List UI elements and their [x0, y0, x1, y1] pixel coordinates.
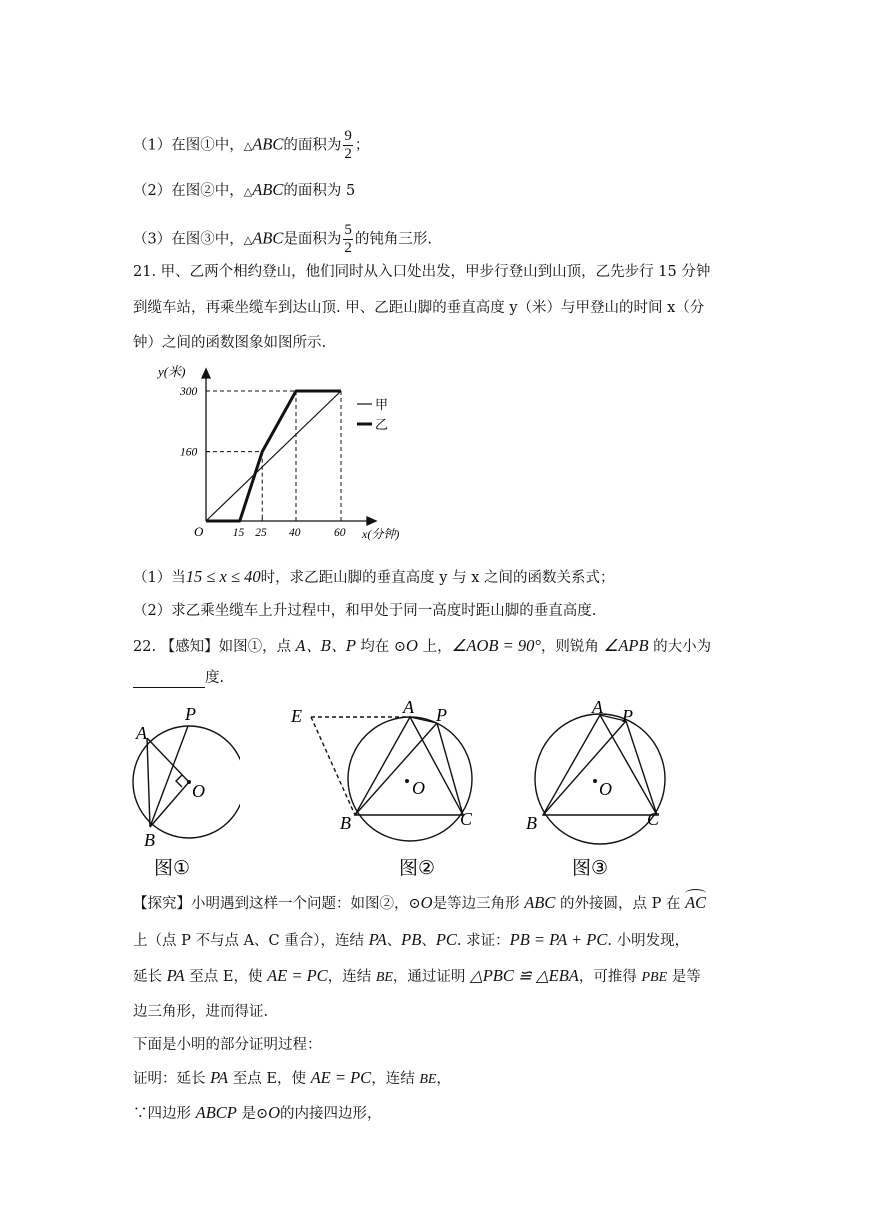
- fig2-dashed-eb: [311, 717, 355, 815]
- x-axis-arrow: [367, 517, 376, 525]
- q22-perceive-line1: 22. 【感知】如图①，点 A、B、P 均在 ⊙O 上，∠AOB = 90°，则锐角 ∠APB 的大小为: [133, 636, 712, 655]
- q22-explore-line2: 上（点 P 不与点 A、C 重合），连结 PA、PB、PC. 求证：PB = PA + PC. 小明发现，: [133, 930, 690, 949]
- q21-stem-line2: 到缆车站，再乘坐缆车到达山顶. 甲、乙距山脚的垂直高度 y（米）与甲登山的时间 x（分: [133, 300, 705, 316]
- fig1-label-o: O: [192, 781, 205, 801]
- q22-explore-line5: 下面是小明的部分证明过程：: [133, 1037, 322, 1053]
- fraction-5-2: $\frac{5}{2}$: [344, 222, 352, 256]
- answer-blank: [133, 672, 205, 688]
- fig1-segment-bp: [150, 726, 188, 827]
- fig1-label-a: A: [136, 723, 147, 743]
- fig1-center-dot: [187, 780, 191, 784]
- fig3-center-dot: [593, 779, 597, 783]
- q20-part3: （3）在图③中，△ABC是面积为 $\frac{5}{2}$ 的钝角三形.: [133, 222, 432, 256]
- q20-part2: （2）在图②中，△ABC的面积为 5: [133, 180, 356, 199]
- fig1-label-b: B: [144, 830, 155, 850]
- fig2-label-e: E: [291, 706, 302, 726]
- y-axis-label: y(米): [158, 364, 186, 379]
- fig1-segment-ao: [147, 738, 189, 782]
- q22-explore-line1: 【探究】小明遇到这样一个问题：如图②，⊙O是等边三角形 ABC 的外接圆，点 P 在 AC: [133, 893, 707, 912]
- x-tick-label-15: 15: [232, 527, 245, 539]
- origin-label: O: [194, 524, 204, 539]
- fig2-segment-pc: [437, 723, 463, 815]
- series-line-jia: [206, 391, 341, 521]
- fig2-label-a: A: [403, 697, 414, 717]
- fraction-9-2: $\frac{9}{2}$: [344, 128, 352, 162]
- y-tick-label-300: 300: [180, 386, 198, 398]
- figure-2: [285, 695, 485, 880]
- fig1-segment-bo: [150, 782, 189, 827]
- fig2-label-b: B: [340, 813, 351, 833]
- q20-part1: （1）在图①中，△ABC的面积为 $\frac{9}{2}$ ；: [133, 128, 370, 162]
- figure-1: [130, 700, 240, 880]
- x-axis-label: x(分钟): [362, 527, 400, 541]
- fig3-segment-pb: [543, 721, 626, 815]
- fig1-segment-ab: [147, 738, 150, 827]
- chart-series: [206, 391, 341, 521]
- q22-explore-line4: 边三角形，进而得证.: [133, 1004, 269, 1020]
- fig2-label-c: C: [460, 809, 473, 829]
- q21-stem-line3: 钟）之间的函数图象如图所示.: [133, 335, 327, 351]
- legend-label-yi: 乙: [375, 417, 389, 432]
- fig2-center-dot: [405, 779, 409, 783]
- chart-legend: [357, 397, 388, 432]
- q21-stem-line1: 21. 甲、乙两个相约登山，他们同时从入口处出发，甲步行登山到山顶，乙先步行 15 分钟: [133, 264, 711, 280]
- q22-perceive-line2: 度.: [133, 668, 224, 688]
- fig1-label-p: P: [185, 704, 196, 724]
- fig2-caption: 图②: [399, 857, 436, 879]
- fig3-label-b: B: [526, 813, 537, 833]
- fig3-label-p: P: [622, 706, 633, 726]
- fig2-triangle-abc: [355, 717, 463, 815]
- fig2-label-o: O: [412, 778, 425, 798]
- x-tick-label-40: 40: [289, 527, 301, 539]
- x-tick-label-60: 60: [334, 527, 346, 539]
- y-axis-arrow: [202, 369, 210, 378]
- height-time-chart: [150, 360, 430, 550]
- x-tick-label-25: 25: [255, 527, 267, 539]
- arc-ac: AC: [685, 893, 707, 912]
- q22-proof-line2: ∵四边形 ABCP 是⊙O的内接四边形，: [133, 1103, 382, 1122]
- fig2-segment-pb: [355, 723, 437, 815]
- q21-question2: （2）求乙乘坐缆车上升过程中，和甲处于同一高度时距山脚的垂直高度.: [133, 603, 597, 619]
- fig3-caption: 图③: [572, 857, 609, 879]
- q22-explore-line3: 延长 PA 至点 E，使 AE = PC，连结 BE，通过证明 △PBC ≌ △EBA，可推得 PBE 是等: [133, 966, 701, 985]
- q21-question1: （1）当15 ≤ x ≤ 40时，求乙距山脚的垂直高度 y 与 x 之间的函数关系式；: [133, 567, 615, 586]
- q22-proof-line1: 证明：延长 PA 至点 E，使 AE = PC，连结 BE，: [133, 1068, 451, 1087]
- fig3-label-o: O: [599, 779, 612, 799]
- fig3-label-c: C: [647, 809, 660, 829]
- chart-axes: [202, 369, 376, 525]
- fig3-label-a: A: [592, 697, 603, 717]
- fig1-right-angle-mark: [176, 775, 182, 787]
- figure-3: [520, 695, 680, 880]
- fig2-label-p: P: [436, 705, 447, 725]
- fig1-caption: 图①: [154, 857, 191, 879]
- y-tick-label-160: 160: [180, 446, 198, 459]
- legend-label-jia: 甲: [375, 397, 389, 412]
